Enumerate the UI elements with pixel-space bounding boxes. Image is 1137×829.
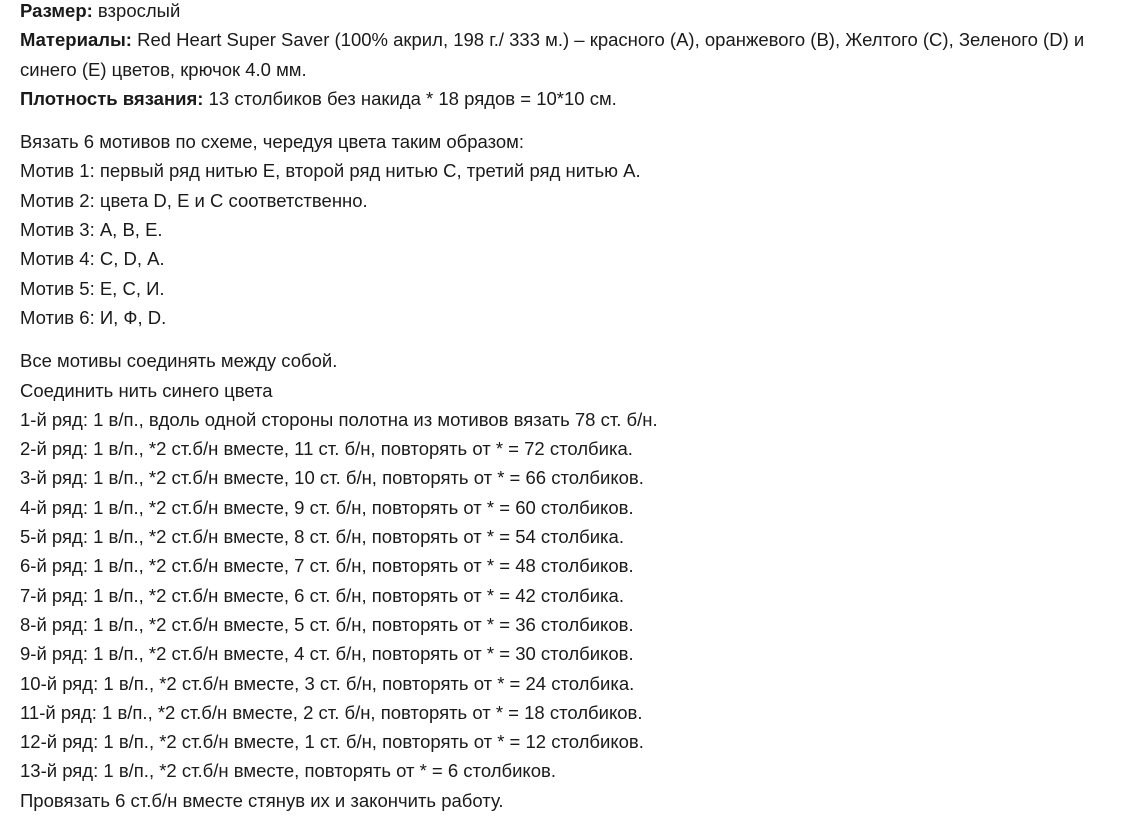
row-instruction: 11-й ряд: 1 в/п., *2 ст.б/н вместе, 2 ст. б/н, повторять от * = 18 столбиков. bbox=[20, 701, 643, 723]
row-instruction: 6-й ряд: 1 в/п., *2 ст.б/н вместе, 7 ст. б/н, повторять от * = 48 столбиков. bbox=[20, 555, 634, 577]
row-instruction: 2-й ряд: 1 в/п., *2 ст.б/н вместе, 11 ст. б/н, повторять от * = 72 столбика. bbox=[20, 438, 633, 460]
document-body bbox=[20, 0, 1131, 815]
row-instruction: 13-й ряд: 1 в/п., *2 ст.б/н вместе, повторять от * = 6 столбиков. bbox=[20, 760, 556, 782]
materials-label: Материалы: bbox=[20, 29, 132, 51]
gauge-value: 13 столбиков без накида * 18 рядов = 10*10 см. bbox=[203, 87, 617, 109]
paragraph-gap bbox=[20, 332, 1131, 346]
row-instruction: 8-й ряд: 1 в/п., *2 ст.б/н вместе, 5 ст. б/н, повторять от * = 36 столбиков. bbox=[20, 613, 634, 635]
size-line bbox=[20, 0, 1131, 25]
gauge-line bbox=[20, 84, 1131, 113]
assembly-line: Все мотивы соединять между собой. bbox=[20, 350, 338, 372]
motif-line: Мотив 2: цвета D, E и С соответственно. bbox=[20, 189, 368, 211]
materials-value: Red Heart Super Saver (100% акрил, 198 г./ 333 м.) – красного (А), оранжевого (В), Желтого (С), Зеленого (D) и синего (E) цветов, крючок 4.0 мм. bbox=[20, 29, 1085, 80]
size-label: Размер: bbox=[20, 0, 93, 21]
motifs-intro: Вязать 6 мотивов по схеме, чередуя цвета таким образом: bbox=[20, 131, 524, 153]
row-instruction: 3-й ряд: 1 в/п., *2 ст.б/н вместе, 10 ст. б/н, повторять от * = 66 столбиков. bbox=[20, 467, 644, 489]
assembly-line: Соединить нить синего цвета bbox=[20, 379, 273, 401]
row-instruction: 5-й ряд: 1 в/п., *2 ст.б/н вместе, 8 ст. б/н, повторять от * = 54 столбика. bbox=[20, 526, 624, 548]
motif-line: Мотив 4: С, D, А. bbox=[20, 248, 165, 270]
row-instruction: 1-й ряд: 1 в/п., вдоль одной стороны полотна из мотивов вязать 78 ст. б/н. bbox=[20, 408, 658, 430]
motif-line: Мотив 1: первый ряд нитью Е, второй ряд нитью С, третий ряд нитью А. bbox=[20, 160, 641, 182]
gauge-label: Плотность вязания: bbox=[20, 87, 204, 109]
finishing-line: Провязать 6 ст.б/н вместе стянув их и закончить работу. bbox=[20, 789, 504, 811]
paragraph-gap bbox=[20, 113, 1131, 127]
row-instruction: 7-й ряд: 1 в/п., *2 ст.б/н вместе, 6 ст. б/н, повторять от * = 42 столбика. bbox=[20, 584, 624, 606]
row-instruction: 4-й ряд: 1 в/п., *2 ст.б/н вместе, 9 ст. б/н, повторять от * = 60 столбиков. bbox=[20, 496, 634, 518]
materials-line bbox=[20, 25, 1131, 84]
row-instruction: 12-й ряд: 1 в/п., *2 ст.б/н вместе, 1 ст. б/н, повторять от * = 12 столбиков. bbox=[20, 731, 644, 753]
motif-line: Мотив 6: И, Ф, D. bbox=[20, 306, 167, 328]
row-instruction: 9-й ряд: 1 в/п., *2 ст.б/н вместе, 4 ст. б/н, повторять от * = 30 столбиков. bbox=[20, 643, 634, 665]
motif-line: Мотив 5: Е, С, И. bbox=[20, 277, 165, 299]
size-value: взрослый bbox=[92, 0, 181, 21]
row-instruction: 10-й ряд: 1 в/п., *2 ст.б/н вместе, 3 ст. б/н, повторять от * = 24 столбика. bbox=[20, 672, 635, 694]
motif-line: Мотив 3: А, В, Е. bbox=[20, 219, 163, 241]
